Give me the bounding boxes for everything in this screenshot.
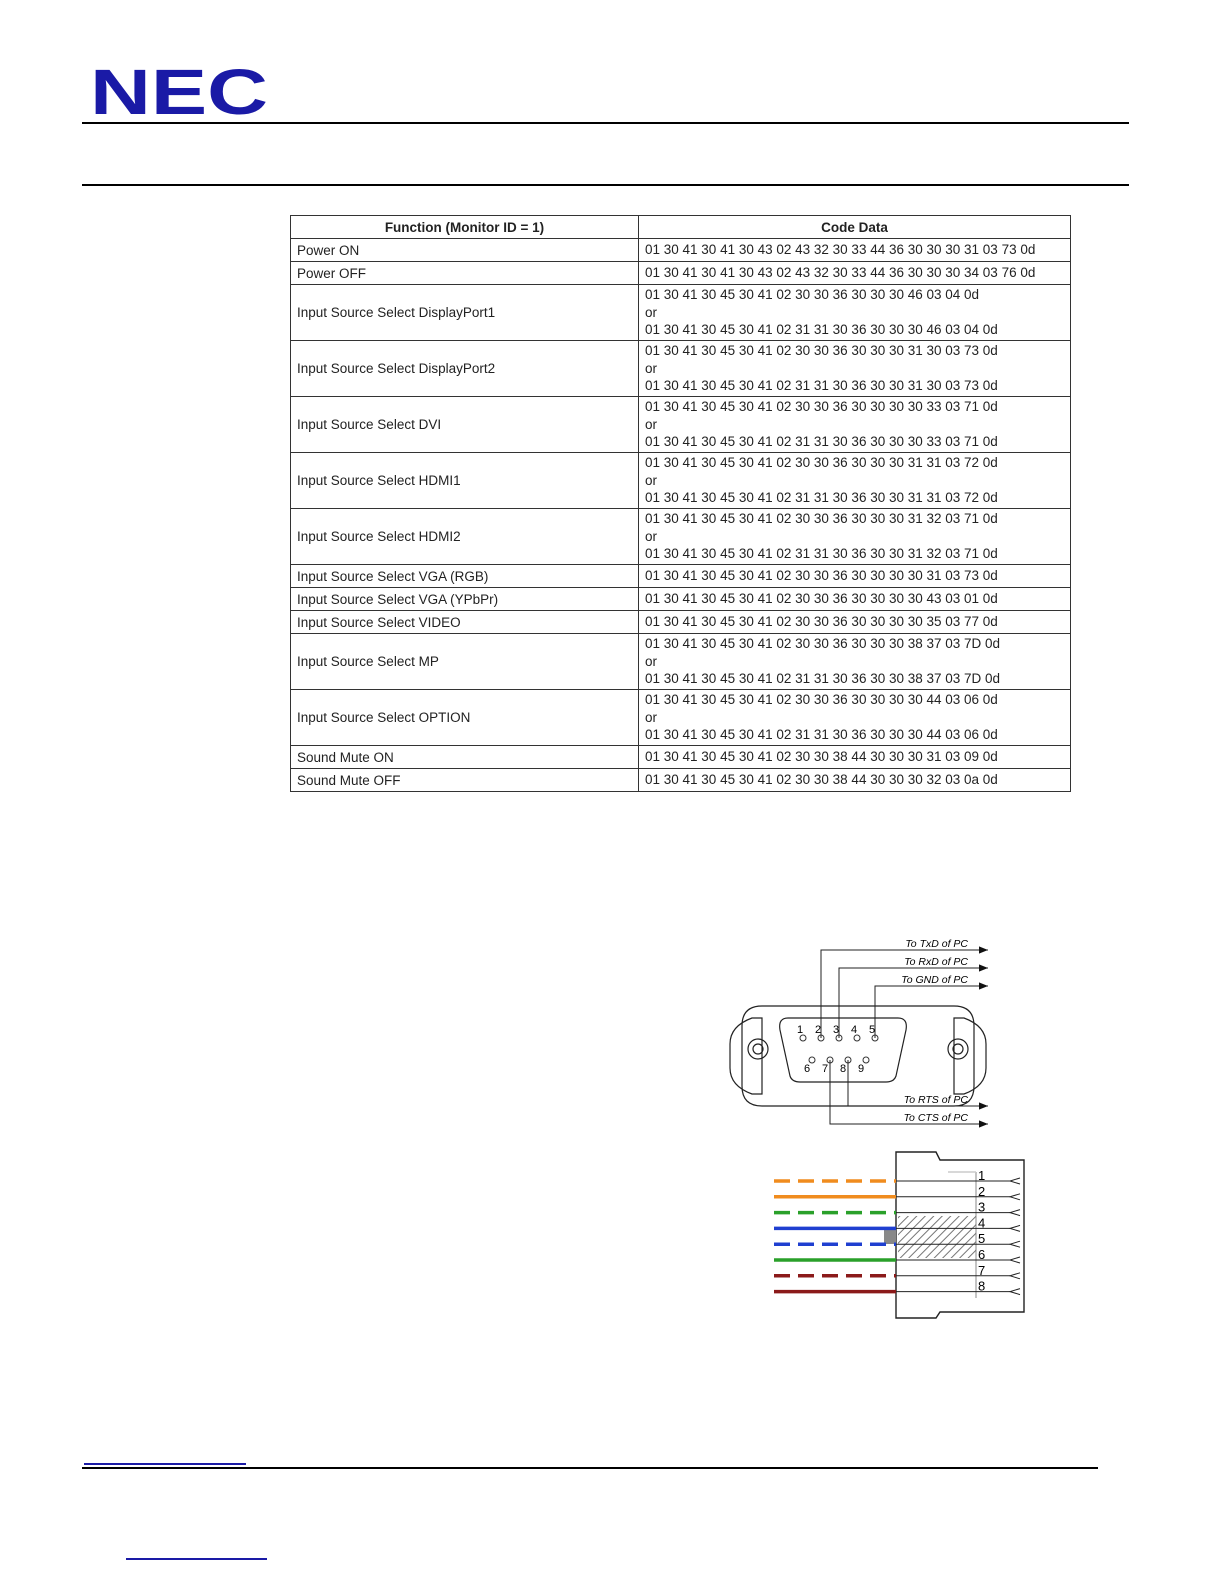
- code-cell: [639, 285, 1071, 341]
- signal-label: To CTS of PC: [903, 1112, 968, 1124]
- function-cell: Sound Mute ON: [291, 746, 639, 769]
- alt-code-line: 01 30 41 30 45 30 41 02 31 31 30 36 30 30 31 31 03 72 0d: [645, 490, 998, 506]
- code-cell: [639, 239, 1071, 262]
- rj45-pin-number: 4: [978, 1215, 986, 1231]
- footer-link-underline-2[interactable]: [126, 1558, 267, 1560]
- pin-number: 7: [822, 1063, 829, 1075]
- table-body: [291, 239, 1071, 792]
- function-cell: Power ON: [291, 239, 639, 262]
- code-line: 01 30 41 30 45 30 41 02 30 30 36 30 30 30 30 33 03 71 0d: [645, 399, 998, 415]
- contact-arrow: [1010, 1178, 1020, 1184]
- signal-label: To GND of PC: [901, 974, 968, 986]
- function-cell: Input Source Select VGA (RGB): [291, 565, 639, 588]
- header-rule-top: [82, 122, 1129, 124]
- rj45-pin-number: 1: [978, 1168, 986, 1183]
- function-cell: Input Source Select DisplayPort1: [291, 285, 639, 341]
- table-row: [291, 453, 1071, 509]
- code-cell: [639, 588, 1071, 611]
- pin-number: 2: [815, 1024, 822, 1036]
- table-row: [291, 262, 1071, 285]
- pin-number: 5: [869, 1024, 876, 1036]
- code-line: 01 30 41 30 45 30 41 02 30 30 36 30 30 30 31 30 03 73 0d: [645, 343, 998, 359]
- signal-label: To RTS of PC: [903, 1094, 968, 1106]
- table-row: [291, 611, 1071, 634]
- code-cell: [639, 341, 1071, 397]
- pin-number: 3: [833, 1024, 840, 1036]
- pin-number: 9: [858, 1063, 865, 1075]
- nec-logo: [90, 62, 270, 120]
- contact-arrow: [1010, 1257, 1020, 1263]
- function-cell: Input Source Select VGA (YPbPr): [291, 588, 639, 611]
- code-line: 01 30 41 30 45 30 41 02 30 30 36 30 30 30 30 31 03 73 0d: [645, 568, 998, 584]
- code-line: 01 30 41 30 45 30 41 02 30 30 36 30 30 30 46 03 04 0d: [645, 287, 980, 303]
- alt-code-line: 01 30 41 30 45 30 41 02 31 31 30 36 30 30 38 37 03 7D 0d: [645, 671, 1001, 687]
- pin-number: 1: [797, 1024, 804, 1036]
- dsub9-connector-diagram: [722, 936, 1002, 1141]
- column-header-function: Function (Monitor ID = 1): [291, 216, 639, 239]
- footer-rule: [82, 1467, 1098, 1469]
- table-row: [291, 341, 1071, 397]
- function-cell: Sound Mute OFF: [291, 769, 639, 792]
- code-cell: [639, 634, 1071, 690]
- connector-body: [730, 1006, 986, 1106]
- table-row: [291, 509, 1071, 565]
- code-line: 01 30 41 30 45 30 41 02 30 30 36 30 30 30 30 43 03 01 0d: [645, 591, 998, 607]
- alt-code-line: 01 30 41 30 45 30 41 02 31 31 30 36 30 30 30 46 03 04 0d: [645, 322, 998, 338]
- or-separator: or: [645, 653, 658, 669]
- contact-arrow: [1010, 1194, 1020, 1200]
- pin-number: 8: [840, 1063, 847, 1075]
- code-line: 01 30 41 30 41 30 43 02 43 32 30 33 44 36 30 30 30 34 03 76 0d: [645, 265, 1036, 281]
- contact-arrow: [1010, 1225, 1020, 1231]
- alt-code-line: 01 30 41 30 45 30 41 02 31 31 30 36 30 30 30 33 03 71 0d: [645, 434, 998, 450]
- or-separator: or: [645, 709, 658, 725]
- or-separator: or: [645, 304, 658, 320]
- table-row: [291, 746, 1071, 769]
- function-cell: Input Source Select OPTION: [291, 690, 639, 746]
- rj45-pin-number: 2: [978, 1183, 986, 1199]
- contact-arrow: [1010, 1210, 1020, 1216]
- table-row: [291, 397, 1071, 453]
- table-row: [291, 285, 1071, 341]
- footer-link-underline[interactable]: [84, 1463, 246, 1465]
- rj45-pin-number: 3: [978, 1199, 986, 1215]
- code-line: 01 30 41 30 45 30 41 02 30 30 38 44 30 30 30 32 03 0a 0d: [645, 772, 998, 788]
- dsub9-svg: [722, 936, 1002, 1136]
- header-rule-bottom: [82, 184, 1129, 186]
- code-cell: [639, 453, 1071, 509]
- rj45-connector-diagram: [770, 1150, 1030, 1330]
- code-line: 01 30 41 30 45 30 41 02 30 30 36 30 30 30 38 37 03 7D 0d: [645, 636, 1001, 652]
- function-cell: Power OFF: [291, 262, 639, 285]
- logo-text: NEC: [90, 62, 268, 120]
- rj45-svg: [770, 1150, 1030, 1325]
- hatched-area: [898, 1216, 976, 1258]
- column-header-code: Code Data: [639, 216, 1071, 239]
- function-cell: Input Source Select MP: [291, 634, 639, 690]
- signal-wire: [875, 986, 988, 1038]
- table-row: [291, 565, 1071, 588]
- pin-number: 4: [851, 1024, 858, 1036]
- table-row: [291, 634, 1071, 690]
- or-separator: or: [645, 360, 658, 376]
- code-line: 01 30 41 30 41 30 43 02 43 32 30 33 44 36 30 30 30 31 03 73 0d: [645, 242, 1036, 258]
- table-row: [291, 690, 1071, 746]
- signal-label: To RxD of PC: [904, 956, 968, 968]
- wire-group: [821, 938, 988, 1124]
- table-header-row: [291, 216, 1071, 239]
- code-cell: [639, 397, 1071, 453]
- code-line: 01 30 41 30 45 30 41 02 30 30 36 30 30 30 31 31 03 72 0d: [645, 455, 998, 471]
- signal-label: To TxD of PC: [905, 938, 968, 950]
- shield-block: [884, 1230, 896, 1244]
- function-cell: Input Source Select HDMI1: [291, 453, 639, 509]
- contact-arrow: [1010, 1289, 1020, 1295]
- code-line: 01 30 41 30 45 30 41 02 30 30 36 30 30 30 30 44 03 06 0d: [645, 692, 998, 708]
- pin-group: [797, 1024, 878, 1075]
- code-cell: [639, 509, 1071, 565]
- alt-code-line: 01 30 41 30 45 30 41 02 31 31 30 36 30 30 31 30 03 73 0d: [645, 378, 998, 394]
- function-cell: Input Source Select HDMI2: [291, 509, 639, 565]
- code-line: 01 30 41 30 45 30 41 02 30 30 38 44 30 30 30 31 03 09 0d: [645, 749, 998, 765]
- table-row: [291, 588, 1071, 611]
- alt-code-line: 01 30 41 30 45 30 41 02 31 31 30 36 30 30 30 44 03 06 0d: [645, 727, 998, 743]
- rj45-wire-group: [774, 1168, 1020, 1295]
- code-cell: [639, 262, 1071, 285]
- or-separator: or: [645, 472, 658, 488]
- code-cell: [639, 690, 1071, 746]
- code-line: 01 30 41 30 45 30 41 02 30 30 36 30 30 30 31 32 03 71 0d: [645, 511, 998, 527]
- code-line: 01 30 41 30 45 30 41 02 30 30 36 30 30 30 30 35 03 77 0d: [645, 614, 998, 630]
- table-row: [291, 769, 1071, 792]
- table-row: [291, 239, 1071, 262]
- or-separator: or: [645, 528, 658, 544]
- function-cell: Input Source Select VIDEO: [291, 611, 639, 634]
- code-cell: [639, 746, 1071, 769]
- code-cell: [639, 769, 1071, 792]
- code-cell: [639, 565, 1071, 588]
- contact-arrow: [1010, 1273, 1020, 1279]
- pin-number: 6: [804, 1063, 811, 1075]
- rj45-pin-number: 5: [978, 1231, 986, 1247]
- rj45-pin-number: 7: [978, 1262, 986, 1278]
- contact-arrow: [1010, 1241, 1020, 1247]
- control-code-table: [290, 215, 1071, 792]
- code-cell: [639, 611, 1071, 634]
- rj45-pin-number: 8: [978, 1278, 986, 1294]
- or-separator: or: [645, 416, 658, 432]
- function-cell: Input Source Select DisplayPort2: [291, 341, 639, 397]
- function-cell: Input Source Select DVI: [291, 397, 639, 453]
- alt-code-line: 01 30 41 30 45 30 41 02 31 31 30 36 30 30 31 32 03 71 0d: [645, 546, 998, 562]
- rj45-pin-number: 6: [978, 1247, 986, 1262]
